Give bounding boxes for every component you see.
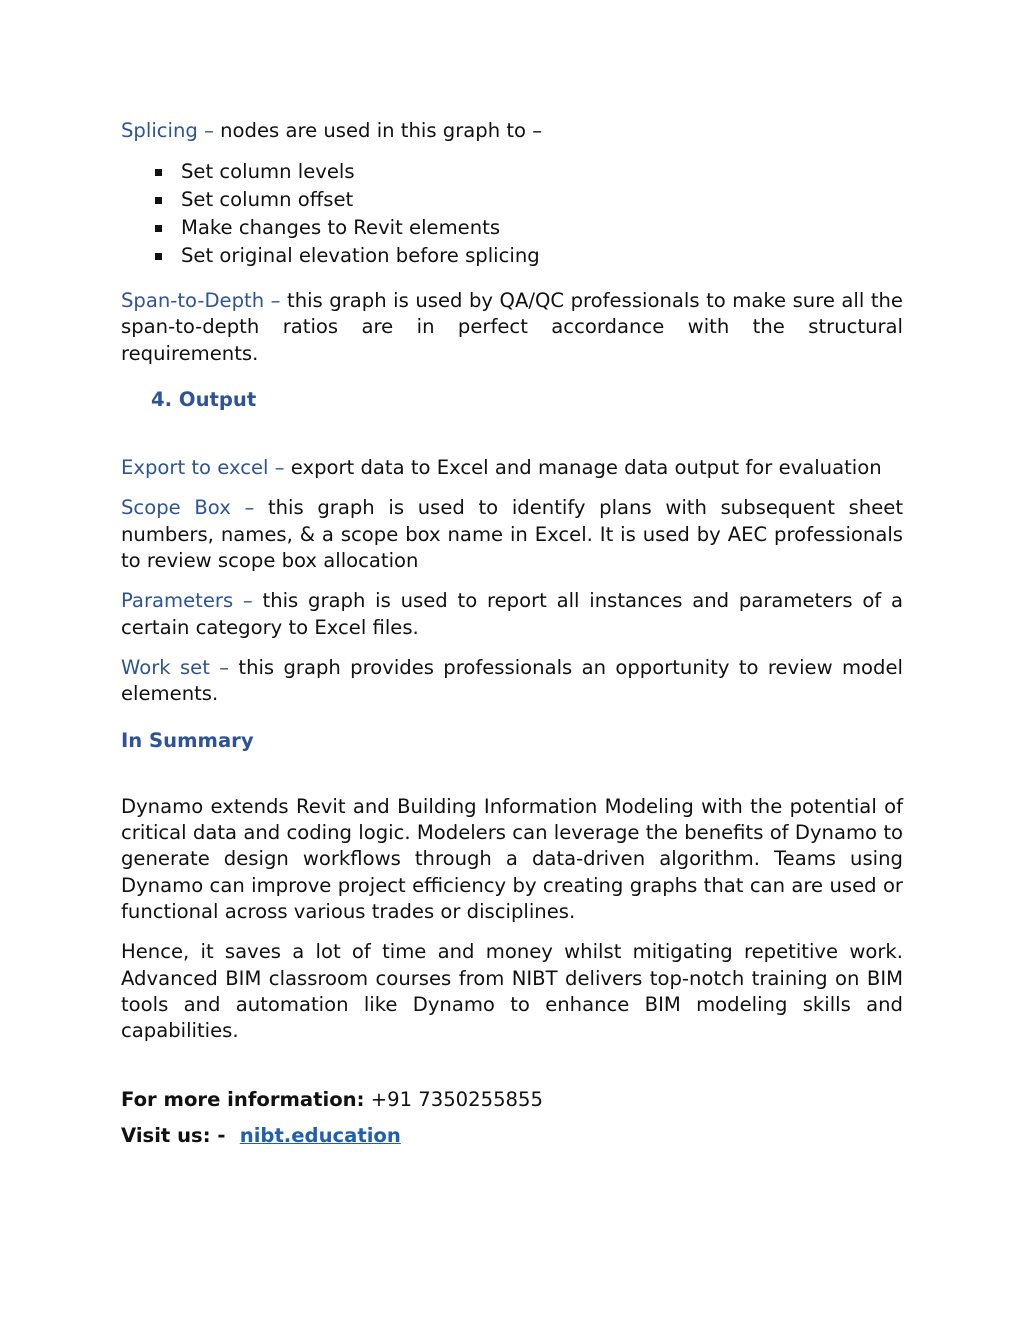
splicing-term: Splicing – [121,119,214,142]
output-heading-number: 4. [151,387,173,411]
scope-box-term: Scope Box – [121,496,255,520]
work-set-term: Work set – [121,655,230,679]
output-heading-title: Output [178,387,257,411]
splicing-paragraph [121,118,903,144]
square-bullet-icon [155,253,162,260]
summary-paragraph-2: Hence, it saves a lot of time and money whilst mitigating repetitive work. Advanced BIM classroom courses from NIBT delivers top-notch training on BIM tools and automation like Dynamo to enhance BIM modeling skills and capabilities. [121,940,903,1043]
list-item: Set column offset [121,186,903,214]
work-set-text: this graph provides professionals an opportunity to review model elements. [121,655,903,706]
visit-label: Visit us: - [121,1123,226,1147]
output-heading [121,387,903,413]
list-item: Set original elevation before splicing [121,242,903,270]
visit-line [121,1123,903,1149]
export-to-excel-term: Export to excel – [121,456,285,480]
document-page [121,118,903,1149]
summary-paragraph-1: Dynamo extends Revit and Building Information Modeling with the potential of critical data and coding logic. Modelers can leverage the benefits of Dynamo to generate design workflows through a data-driven algorithm. Teams using Dynamo can improve project efficiency by creating graphs that can are used or functional across various trades or disciplines. [121,794,903,924]
splicing-text: nodes are used in this graph to – [220,119,543,142]
span-to-depth-term: Span-to-Depth – [121,289,281,312]
summary-heading: In Summary [121,728,254,752]
square-bullet-icon [155,197,162,204]
contact-info-label: For more information: [121,1087,365,1111]
parameters-paragraph [121,588,903,641]
parameters-term: Parameters – [121,589,253,613]
scope-box-paragraph [121,495,903,574]
website-link[interactable]: nibt.education [239,1123,401,1147]
span-to-depth-paragraph [121,288,903,367]
contact-phone: +91 7350255855 [370,1087,543,1111]
splicing-bullet-list [121,158,903,270]
scope-box-text: this graph is used to identify plans with subsequent sheet numbers, names, & a scope box name in Excel. It is used by AEC professionals to review scope box allocation [121,496,903,573]
square-bullet-icon [155,169,162,176]
work-set-paragraph [121,655,903,708]
parameters-text: this graph is used to report all instances and parameters of a certain category to Excel files. [121,589,903,639]
square-bullet-icon [155,225,162,232]
span-to-depth-text: this graph is used by QA/QC professionals to make sure all the span-to-depth ratios are in perfect accordance with the structural requirements. [121,289,903,365]
export-to-excel-paragraph [121,455,903,481]
contact-info-line [121,1087,903,1113]
list-item: Make changes to Revit elements [121,214,903,242]
export-to-excel-text: export data to Excel and manage data output for evaluation [290,456,882,480]
list-item: Set column levels [121,158,903,186]
